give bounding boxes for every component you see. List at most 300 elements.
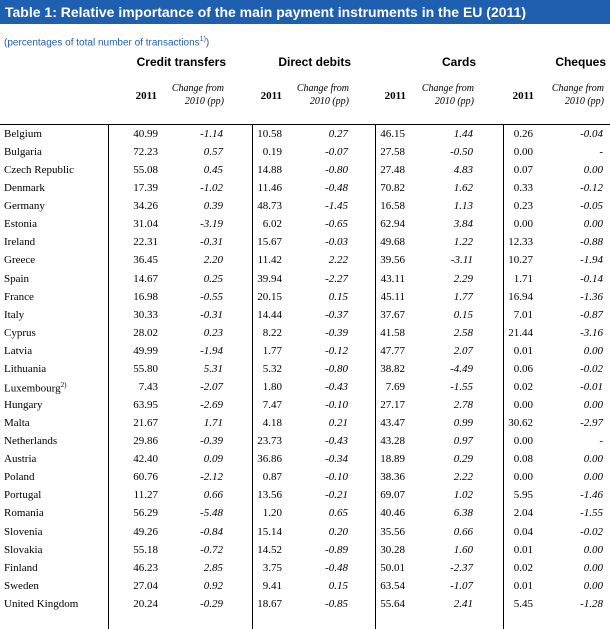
- year-header: 2011: [512, 90, 534, 102]
- share-value: 11.46: [257, 182, 282, 195]
- country-label: Romania: [4, 507, 44, 520]
- change-value: 0.00: [583, 399, 603, 412]
- change-value: 0.25: [203, 272, 223, 285]
- share-value: 42.40: [133, 453, 158, 466]
- share-value: 18.67: [257, 597, 282, 610]
- share-value: 20.15: [257, 290, 282, 303]
- country-name: [4, 417, 30, 429]
- country-name: [4, 146, 42, 158]
- share-value: 0.87: [262, 471, 282, 484]
- change-value: -2.37: [450, 561, 473, 574]
- table-row: [0, 343, 610, 361]
- subtitle-text: (percentages of total number of transactions: [4, 37, 200, 49]
- change-value: -1.07: [450, 579, 473, 592]
- country-label: Latvia: [4, 344, 33, 357]
- change-header-line2: 2010 (pp): [434, 96, 474, 107]
- table-row: [0, 126, 610, 144]
- share-value: 40.46: [380, 507, 405, 520]
- table-row: [0, 271, 610, 289]
- share-value: 47.77: [380, 344, 405, 357]
- share-value: 23.73: [257, 435, 282, 448]
- change-value: -0.02: [580, 362, 603, 375]
- share-value: 55.80: [133, 362, 158, 375]
- share-value: 0.00: [513, 146, 533, 159]
- change-value: -0.29: [200, 597, 223, 610]
- share-value: 40.99: [133, 128, 158, 140]
- share-value: 39.94: [257, 272, 282, 285]
- country-name: [4, 453, 36, 465]
- share-value: 11.27: [133, 489, 158, 502]
- country-label: Germany: [4, 200, 45, 213]
- change-value: -0.04: [580, 128, 603, 140]
- share-value: 0.00: [513, 471, 533, 484]
- share-value: 63.54: [380, 579, 405, 592]
- country-name: [4, 399, 43, 411]
- change-value: -0.10: [325, 399, 348, 412]
- change-value: -1.14: [200, 128, 223, 140]
- change-value: -1.94: [580, 254, 603, 267]
- change-value: -1.55: [450, 380, 473, 393]
- change-value: -3.16: [580, 326, 603, 339]
- share-value: 16.58: [380, 200, 405, 213]
- year-header: 2011: [384, 90, 406, 102]
- country-label: Malta: [4, 417, 30, 430]
- country-label: Finland: [4, 561, 38, 574]
- change-value: -0.12: [325, 344, 348, 357]
- subtitle-footnote: 1): [199, 36, 206, 43]
- country-label: Sweden: [4, 579, 39, 592]
- share-value: 0.01: [513, 543, 533, 556]
- table-row: [0, 596, 610, 614]
- table-row: [0, 560, 610, 578]
- share-value: 30.62: [508, 417, 533, 430]
- change-value: -5.48: [200, 507, 223, 520]
- change-value: 1.77: [453, 290, 473, 303]
- change-value: 2.07: [453, 344, 473, 357]
- share-value: 5.32: [262, 362, 282, 375]
- share-value: 1.80: [262, 380, 282, 393]
- table-row: [0, 307, 610, 325]
- share-value: 20.24: [133, 597, 158, 610]
- change-value: 0.27: [328, 128, 348, 140]
- share-value: 50.01: [380, 561, 405, 574]
- table-row: [0, 234, 610, 252]
- change-value: 0.39: [203, 200, 223, 213]
- table-row: [0, 180, 610, 198]
- share-value: 10.58: [257, 128, 282, 140]
- share-value: 0.00: [513, 218, 533, 231]
- share-value: 60.76: [133, 471, 158, 484]
- change-value: 0.99: [453, 417, 473, 430]
- share-value: 15.67: [257, 236, 282, 249]
- change-value: -0.88: [580, 236, 603, 249]
- share-value: 1.71: [513, 272, 533, 285]
- change-value: -0.10: [325, 471, 348, 484]
- change-value: -0.31: [200, 308, 223, 321]
- share-value: 35.56: [380, 525, 405, 538]
- change-value: -2.97: [580, 417, 603, 430]
- country-label: France: [4, 290, 34, 303]
- table-row: [0, 198, 610, 216]
- change-value: 2.41: [453, 597, 473, 610]
- change-value: -0.80: [325, 362, 348, 375]
- country-label: Greece: [4, 254, 36, 267]
- change-value: 6.38: [453, 507, 473, 520]
- change-value: -1.94: [200, 344, 223, 357]
- table-row: [0, 325, 610, 343]
- share-value: 1.20: [262, 507, 282, 520]
- change-value: 2.85: [203, 561, 223, 574]
- country-label: Estonia: [4, 218, 37, 231]
- country-name: [4, 236, 35, 248]
- country-label: Slovenia: [4, 525, 43, 538]
- change-value: -0.65: [325, 218, 348, 231]
- country-label: Belgium: [4, 128, 42, 140]
- share-value: 39.56: [380, 254, 405, 267]
- table-row: [0, 162, 610, 180]
- country-name: [4, 435, 57, 447]
- year-header: 2011: [135, 90, 157, 102]
- subtitle-close: ): [205, 37, 210, 49]
- country-name: [4, 218, 37, 230]
- country-name: [4, 327, 36, 339]
- change-value: 0.15: [328, 290, 348, 303]
- change-value: 3.84: [453, 218, 473, 231]
- change-value: 2.29: [453, 272, 473, 285]
- change-value: 0.00: [583, 579, 603, 592]
- country-label: Hungary: [4, 399, 43, 412]
- change-value: -0.34: [325, 453, 348, 466]
- change-value: -0.02: [580, 525, 603, 538]
- share-value: 27.04: [133, 579, 158, 592]
- country-name: [4, 489, 41, 501]
- share-value: 16.98: [133, 290, 158, 303]
- table-row: [0, 361, 610, 379]
- change-value: 0.23: [203, 326, 223, 339]
- change-value: -1.45: [325, 200, 348, 213]
- change-value: 0.00: [583, 561, 603, 574]
- country-footnote: 2): [60, 380, 67, 389]
- share-value: 0.01: [513, 344, 533, 357]
- country-name: [4, 526, 43, 538]
- change-value: 0.92: [203, 579, 223, 592]
- country-name: [4, 345, 32, 357]
- table-row: [0, 252, 610, 270]
- share-value: 11.42: [257, 254, 282, 267]
- share-value: 7.43: [138, 380, 158, 393]
- share-value: 8.22: [262, 326, 282, 339]
- share-value: 31.04: [133, 218, 158, 231]
- change-value: 0.66: [453, 525, 473, 538]
- country-label: Lithuania: [4, 362, 47, 375]
- change-value: 0.65: [328, 507, 348, 520]
- share-value: 17.39: [133, 182, 158, 195]
- change-value: 4.83: [453, 164, 473, 177]
- change-value: 1.71: [203, 417, 223, 430]
- change-value: 0.00: [583, 471, 603, 484]
- country-name: [4, 254, 35, 266]
- table-row: [0, 144, 610, 162]
- share-value: 41.58: [380, 326, 405, 339]
- share-value: 43.11: [380, 272, 405, 285]
- share-value: 16.94: [508, 290, 533, 303]
- change-header-line2: 2010 (pp): [564, 96, 604, 107]
- share-value: 27.58: [380, 146, 405, 159]
- change-value: 1.60: [453, 543, 473, 556]
- column-group-direct-debits: Direct debits: [278, 55, 351, 69]
- table-row: [0, 379, 610, 397]
- change-value: 2.78: [453, 399, 473, 412]
- share-value: 55.08: [133, 164, 158, 177]
- change-value: 0.97: [453, 435, 473, 448]
- share-value: 10.27: [508, 254, 533, 267]
- share-value: 0.01: [513, 579, 533, 592]
- share-value: 62.94: [380, 218, 405, 231]
- change-value: -3.11: [450, 254, 473, 267]
- change-value: -0.31: [200, 236, 223, 249]
- share-value: 0.19: [262, 146, 282, 159]
- share-value: 6.02: [262, 218, 282, 231]
- change-value: -0.48: [325, 182, 348, 195]
- change-value: 0.00: [583, 218, 603, 231]
- change-value: 0.15: [328, 579, 348, 592]
- country-name: [4, 182, 45, 194]
- country-name: [4, 544, 43, 556]
- change-value: 0.00: [583, 164, 603, 177]
- share-value: 14.52: [257, 543, 282, 556]
- change-value: 0.15: [453, 308, 473, 321]
- share-value: 45.11: [380, 290, 405, 303]
- share-value: 7.69: [385, 380, 405, 393]
- country-name: [4, 200, 45, 212]
- country-label: Cyprus: [4, 326, 36, 339]
- share-value: 29.86: [133, 435, 158, 448]
- share-value: 55.64: [380, 597, 405, 610]
- header-rule: [0, 124, 610, 125]
- share-value: 36.86: [257, 453, 282, 466]
- share-value: 0.00: [513, 435, 533, 448]
- share-value: 43.28: [380, 435, 405, 448]
- share-value: 70.82: [380, 182, 405, 195]
- change-header-line1: Change from: [551, 83, 604, 94]
- share-value: 36.45: [133, 254, 158, 267]
- change-value: 1.13: [453, 200, 473, 213]
- table-row: [0, 524, 610, 542]
- share-value: 3.75: [262, 561, 282, 574]
- change-value: -1.36: [580, 290, 603, 303]
- country-label: United Kingdom: [4, 597, 79, 610]
- change-value: 1.62: [453, 182, 473, 195]
- change-header-line1: Change from: [421, 83, 474, 94]
- change-value: -1.46: [580, 489, 603, 502]
- country-name: [4, 164, 74, 176]
- share-value: 7.47: [262, 399, 282, 412]
- country-name: [4, 273, 29, 285]
- change-header: [172, 82, 224, 108]
- share-value: 27.17: [380, 399, 405, 412]
- change-value: -0.43: [325, 435, 348, 448]
- change-header: [422, 82, 474, 108]
- change-value: -0.43: [325, 380, 348, 393]
- country-name: [4, 363, 46, 375]
- share-value: 37.67: [380, 308, 405, 321]
- change-value: 2.22: [453, 471, 473, 484]
- share-value: 69.07: [380, 489, 405, 502]
- change-value: 1.02: [453, 489, 473, 502]
- share-value: 4.18: [262, 417, 282, 430]
- share-value: 56.29: [133, 507, 158, 520]
- change-value: 0.45: [203, 164, 223, 177]
- share-value: 1.77: [262, 344, 282, 357]
- change-value: -0.01: [580, 380, 603, 393]
- share-value: 22.31: [133, 236, 158, 249]
- country-label: Spain: [4, 272, 30, 285]
- change-value: 1.22: [453, 236, 473, 249]
- share-value: 13.56: [257, 489, 282, 502]
- change-value: -2.69: [200, 399, 223, 412]
- share-value: 21.44: [508, 326, 533, 339]
- change-value: -0.21: [325, 489, 348, 502]
- share-value: 55.18: [133, 543, 158, 556]
- change-value: -2.07: [200, 380, 223, 393]
- country-name: [4, 128, 42, 140]
- share-value: 14.67: [133, 272, 158, 285]
- country-label: Poland: [4, 471, 35, 484]
- share-value: 5.95: [513, 489, 533, 502]
- country-label: Slovakia: [4, 543, 43, 556]
- table-subtitle: [4, 36, 209, 48]
- share-value: 14.88: [257, 164, 282, 177]
- country-name: [4, 381, 66, 395]
- change-value: -0.12: [580, 182, 603, 195]
- change-value: -: [599, 435, 603, 448]
- share-value: 7.01: [513, 308, 533, 321]
- share-value: 0.23: [513, 200, 533, 213]
- table-row: [0, 451, 610, 469]
- change-header-line1: Change from: [296, 83, 349, 94]
- share-value: 12.33: [508, 236, 533, 249]
- share-value: 15.14: [257, 525, 282, 538]
- share-value: 28.02: [133, 326, 158, 339]
- table-title: Table 1: Relative importance of the main payment instruments in the EU (2011): [0, 0, 610, 24]
- share-value: 43.47: [380, 417, 405, 430]
- change-value: -0.85: [325, 597, 348, 610]
- change-value: -3.19: [200, 218, 223, 231]
- country-name: [4, 309, 24, 321]
- change-header-line2: 2010 (pp): [184, 96, 224, 107]
- change-value: 0.29: [453, 453, 473, 466]
- change-value: -0.48: [325, 561, 348, 574]
- change-value: 0.00: [583, 344, 603, 357]
- share-value: 0.06: [513, 362, 533, 375]
- change-value: -0.50: [450, 146, 473, 159]
- share-value: 0.02: [513, 561, 533, 574]
- year-header: 2011: [260, 90, 282, 102]
- change-value: 0.20: [328, 525, 348, 538]
- change-value: 1.44: [453, 128, 473, 140]
- change-value: -0.72: [200, 543, 223, 556]
- change-value: -1.02: [200, 182, 223, 195]
- table-row: [0, 542, 610, 560]
- change-value: 2.20: [203, 254, 223, 267]
- share-value: 49.26: [133, 525, 158, 538]
- change-value: -0.05: [580, 200, 603, 213]
- change-value: 0.09: [203, 453, 223, 466]
- change-value: -1.55: [580, 507, 603, 520]
- table-row: [0, 415, 610, 433]
- change-header: [297, 82, 349, 108]
- share-value: 30.28: [380, 543, 405, 556]
- change-header: [552, 82, 604, 108]
- share-value: 46.15: [380, 128, 405, 140]
- share-value: 38.82: [380, 362, 405, 375]
- change-value: -2.12: [200, 471, 223, 484]
- country-name: [4, 562, 38, 574]
- change-value: -0.55: [200, 290, 223, 303]
- share-value: 9.41: [262, 579, 282, 592]
- change-value: 0.00: [583, 543, 603, 556]
- country-label: Netherlands: [4, 435, 58, 448]
- country-name: [4, 598, 78, 610]
- country-label: Italy: [4, 308, 25, 321]
- change-value: 0.00: [583, 453, 603, 466]
- change-value: -0.03: [325, 236, 348, 249]
- table-row: [0, 433, 610, 451]
- change-value: 2.58: [453, 326, 473, 339]
- change-value: -0.84: [200, 525, 223, 538]
- change-value: 0.57: [203, 146, 223, 159]
- share-value: 0.26: [513, 128, 533, 140]
- share-value: 0.00: [513, 399, 533, 412]
- change-header-line1: Change from: [171, 83, 224, 94]
- table-row: [0, 289, 610, 307]
- share-value: 0.33: [513, 182, 533, 195]
- change-value: 5.31: [203, 362, 223, 375]
- share-value: 2.04: [513, 507, 533, 520]
- change-value: -0.80: [325, 164, 348, 177]
- change-value: -0.87: [580, 308, 603, 321]
- change-value: -0.39: [200, 435, 223, 448]
- share-value: 46.23: [133, 561, 158, 574]
- share-value: 63.95: [133, 399, 158, 412]
- share-value: 27.48: [380, 164, 405, 177]
- column-group-cheques: Cheques: [555, 55, 606, 69]
- table-row: [0, 578, 610, 596]
- share-value: 5.45: [513, 597, 533, 610]
- change-value: 0.21: [328, 417, 348, 430]
- table-row: [0, 469, 610, 487]
- country-name: [4, 291, 34, 303]
- country-name: [4, 580, 39, 592]
- country-label: Denmark: [4, 182, 45, 195]
- table-row: [0, 487, 610, 505]
- column-group-credit-transfers: Credit transfers: [136, 55, 226, 69]
- change-value: -4.49: [450, 362, 473, 375]
- country-label: Ireland: [4, 236, 36, 249]
- change-value: -0.39: [325, 326, 348, 339]
- column-group-cards: Cards: [441, 55, 476, 69]
- change-value: -: [599, 146, 603, 159]
- share-value: 0.02: [513, 380, 533, 393]
- change-value: -0.89: [325, 543, 348, 556]
- country-label: Austria: [4, 453, 37, 466]
- share-value: 34.26: [133, 200, 158, 213]
- share-value: 0.07: [513, 164, 533, 177]
- country-label: Bulgaria: [4, 146, 42, 159]
- change-value: 0.66: [203, 489, 223, 502]
- share-value: 38.36: [380, 471, 405, 484]
- share-value: 49.68: [380, 236, 405, 249]
